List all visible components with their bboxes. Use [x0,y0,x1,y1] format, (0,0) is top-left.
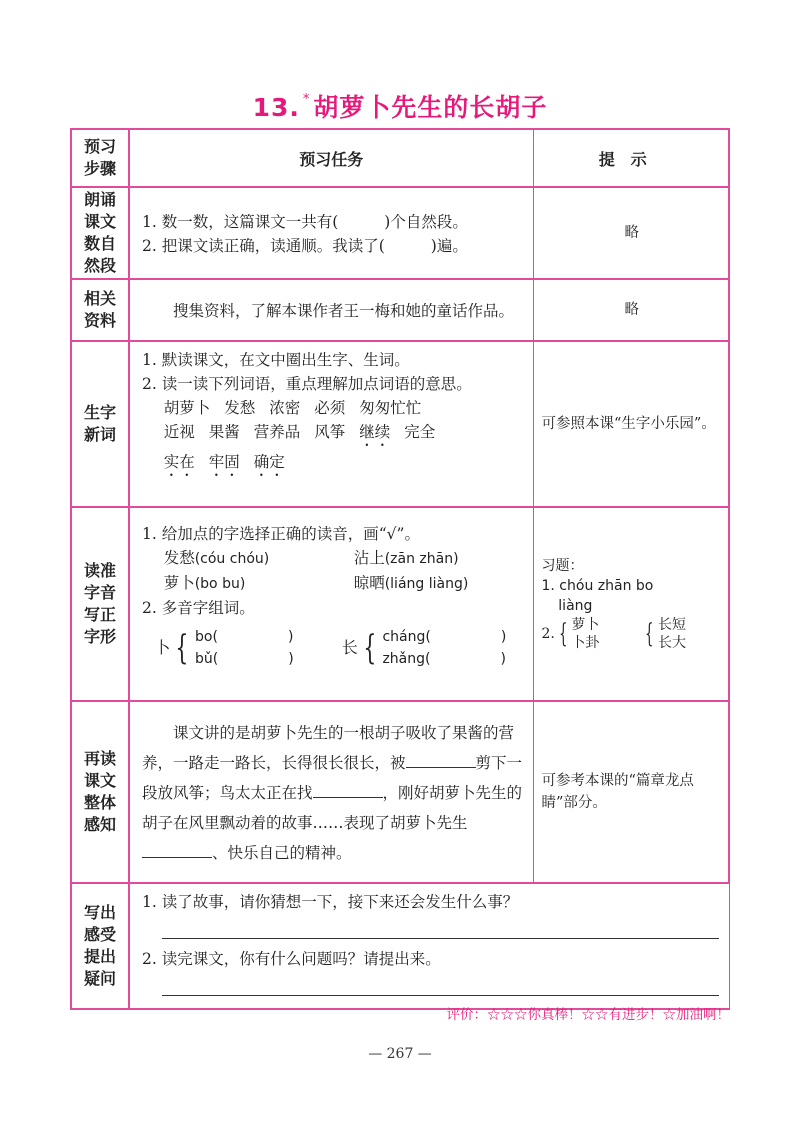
pinyin-options: (zān zhān) [384,551,459,567]
polyphone-item: 长 { cháng( ) zhǎng( ) [341,628,507,668]
dotted-word: 确定 [253,453,285,471]
task-item: 1. 默读课文，在文中圈出生字、生词。 [142,351,410,369]
word: 浓密 [269,399,301,417]
preview-table [70,128,730,1010]
optional-lesson-star: * [302,92,311,107]
tip-cell: 略 [533,187,729,279]
table-header-row [71,129,729,187]
word: 风筝 [314,423,346,441]
lesson-title [0,88,800,124]
table-row [71,341,729,507]
pinyin-options: (bo bu) [194,576,246,592]
question-cell [129,883,729,1009]
page-number: — 267 — [368,1046,432,1062]
question: 2. 读完课文，你有什么问题吗？请提出来。 [142,950,441,968]
task-item: 2. 读一读下列词语，重点理解加点词语的意思。 [142,375,472,393]
lesson-title-text: 胡萝卜先生的长胡子 [313,93,548,122]
answer-line[interactable] [162,975,719,996]
dotted-word: 实在 [163,453,195,471]
table-row [71,279,729,341]
dotted-word: 牢固 [208,453,240,471]
polyphone-item: 卜 { bo( ) bǔ( ) [154,628,294,668]
word: 近视 [163,423,195,441]
task-item: 1. 给加点的字选择正确的读音，画“√”。 [142,525,420,543]
pinyin-word: 发愁 [163,549,195,567]
evaluation-text: 评价：☆☆☆你真棒！☆☆有进步！☆加油啊！ [446,1007,730,1023]
pinyin-row [142,571,523,596]
tip-cell: 可参考本课的“篇章龙点睛”部分。 [533,701,729,883]
dotted-word: 继续 [359,423,391,441]
word-list [142,450,523,480]
pinyin-word: 沾上 [353,549,385,567]
tip-cell: 可参照本课“生字小乐园”。 [533,341,729,507]
tip-cell [533,507,729,701]
tip-answer: liàng [558,598,593,614]
word: 发愁 [224,399,256,417]
word-list [142,420,523,450]
tip-cell: 略 [533,279,729,341]
lesson-number: 13. [252,93,300,122]
task-cell [129,187,533,279]
header-task: 预习任务 [129,129,533,187]
question: 1. 读了故事，请你猜想一下，接下来还会发生什么事？ [142,893,519,911]
task-paragraph: 搜集资料，了解本课作者王一梅和她的童话作品。 [173,302,515,320]
word: 果酱 [208,423,240,441]
word-list [142,396,523,420]
step-cell: 相关 资料 [71,279,129,341]
tip-label: 习题： [541,558,584,574]
step-cell: 读准 字音 写正 字形 [71,507,129,701]
answer-line[interactable] [162,918,719,939]
word: 必须 [314,399,346,417]
table-row [71,507,729,701]
table-row [71,883,729,1009]
fill-blank[interactable] [406,751,476,768]
task-item: 2. 把课文读正确，读通顺。我读了( )遍。 [142,237,468,255]
step-cell: 生字 新词 [71,341,129,507]
pinyin-row [142,546,523,571]
polyphone-group [142,620,523,670]
table-row [71,701,729,883]
task-cell [129,701,533,883]
word: 胡萝卜 [163,399,211,417]
fill-blank[interactable] [313,781,383,798]
tip-answer: 1. chóu zhān bo [541,578,654,594]
step-cell: 再读 课文 整体 感知 [71,701,129,883]
pinyin-word: 萝卜 [163,574,195,592]
task-cell [129,341,533,507]
pinyin-options: (cóu chóu) [194,551,270,567]
task-cell [129,507,533,701]
tip-answer-group: 2. { 萝卜 卜卦 { 长短 长大 [541,617,686,651]
word: 营养品 [253,423,301,441]
fill-blank[interactable] [142,841,212,858]
header-step: 预习 步骤 [71,129,129,187]
step-cell: 写出 感受 提出 疑问 [71,883,129,1009]
task-cell [129,279,533,341]
word: 匆匆忙忙 [359,399,422,417]
task-item: 2. 多音字组词。 [142,599,255,617]
header-tip: 提示 [533,129,729,187]
table-row [71,187,729,279]
task-paragraph: 课文讲的是胡萝卜先生的一根胡子吸收了果酱的营养，一路走一路长，长得很长很长，被 剪下一段放风筝；鸟太太正在找 ，刚好胡萝卜先生的胡子在风里飘动着的故事……表现了胡萝卜先生、快乐自己的精神。 [142,724,523,862]
pinyin-word: 晾晒 [353,574,385,592]
pinyin-options: (liáng liàng) [384,576,469,592]
word: 完全 [404,423,436,441]
task-item: 1. 数一数，这篇课文一共有( )个自然段。 [142,213,468,231]
step-cell: 朗诵 课文 数自 然段 [71,187,129,279]
